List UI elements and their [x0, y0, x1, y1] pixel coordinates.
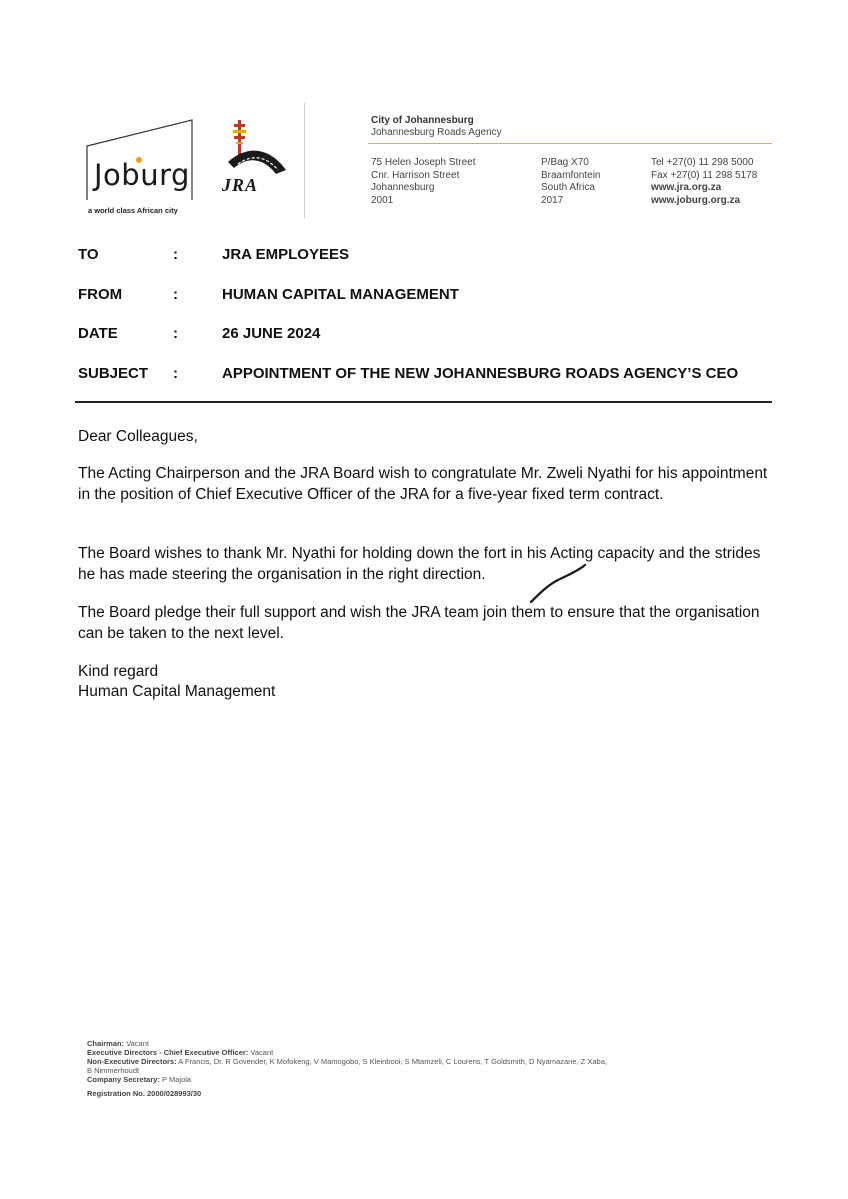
greeting: Dear Colleagues, [78, 428, 198, 445]
address-line: 2017 [541, 194, 564, 206]
website-link-joburg[interactable]: www.joburg.org.za [651, 194, 741, 206]
jra-logo [218, 118, 290, 198]
field-to-value: JRA EMPLOYEES [222, 246, 349, 263]
footer-registration: Registration No. 2000/028993/30 [87, 1089, 202, 1098]
field-subject-label: SUBJECT [78, 365, 149, 382]
handwritten-pen-stroke-icon [528, 563, 588, 603]
field-date-label: DATE [78, 325, 118, 342]
footer-non-executive-directors-cont: B Nimmerhoudt [87, 1066, 140, 1075]
body-paragraph-3: The Board pledge their full support and wish the JRA team join them to ensure that the organisation can be taken to the next level. [78, 604, 760, 642]
address-line: 75 Helen Joseph Street [371, 157, 476, 168]
field-date-value: 26 JUNE 2024 [222, 325, 321, 342]
header-divider [304, 103, 305, 218]
field-from-label: FROM [78, 286, 123, 303]
address-line: 2001 [371, 194, 394, 206]
signoff: Kind regard [78, 663, 159, 680]
field-colon: : [173, 325, 178, 342]
jra-logo-word: JRA [222, 175, 259, 195]
postal-address [541, 157, 600, 207]
memo-divider [75, 401, 772, 403]
footer-company-secretary: Company Secretary: P Majola [87, 1075, 192, 1084]
footer-non-executive-directors: Non-Executive Directors: A Francis, Dr. R Govender, K Mofokeng, V Mamogobo, S Kleinbooi, S Mtamzeli, C Lourens, T Goldsmith, D Nyamazane, Z Xaba, [87, 1057, 607, 1066]
signatory: Human Capital Management [78, 683, 276, 700]
contact-details [651, 157, 757, 207]
address-line: Braamfontein [541, 169, 601, 181]
body-paragraph-1: The Acting Chairperson and the JRA Board wish to congratulate Mr. Zweli Nyathi for his appointment in the position of Chief Executive Officer of the JRA for a five-year fixed term contract. [78, 465, 768, 503]
org-name: City of Johannesburg [371, 115, 474, 126]
footer [87, 1039, 727, 1098]
field-subject-value: APPOINTMENT OF THE NEW JOHANNESBURG ROADS AGENCY’S CEO [222, 365, 739, 382]
address-line: South Africa [541, 182, 595, 193]
body-paragraph-2: The Board wishes to thank Mr. Nyathi for holding down the fort in his Acting capacity and the strides he has made steering the organisation in the right direction. [78, 545, 761, 583]
joburg-logo-word: Joburg [94, 158, 190, 192]
org-agency: Johannesburg Roads Agency [371, 127, 502, 138]
joburg-logo [84, 118, 194, 218]
street-address [371, 157, 476, 207]
address-line: P/Bag X70 [541, 157, 589, 168]
field-colon: : [173, 246, 178, 263]
field-from-value: HUMAN CAPITAL MANAGEMENT [222, 286, 459, 303]
header-rule [368, 143, 772, 144]
phone-number: Tel +27(0) 11 298 5000 [651, 157, 754, 168]
address-line: Cnr. Harrison Street [371, 169, 460, 181]
joburg-tagline: a world class African city [88, 206, 178, 215]
website-link-jra[interactable]: www.jra.org.za [651, 182, 722, 193]
fax-number: Fax +27(0) 11 298 5178 [651, 169, 758, 181]
jra-tower-road-icon [218, 118, 290, 178]
address-line: Johannesburg [371, 182, 435, 193]
field-to-label: TO [78, 246, 99, 263]
field-colon: : [173, 365, 178, 382]
footer-chairman: Chairman: Vacant [87, 1039, 149, 1048]
field-colon: : [173, 286, 178, 303]
footer-executive-directors: Executive Directors - Chief Executive Officer: Vacant [87, 1048, 274, 1057]
